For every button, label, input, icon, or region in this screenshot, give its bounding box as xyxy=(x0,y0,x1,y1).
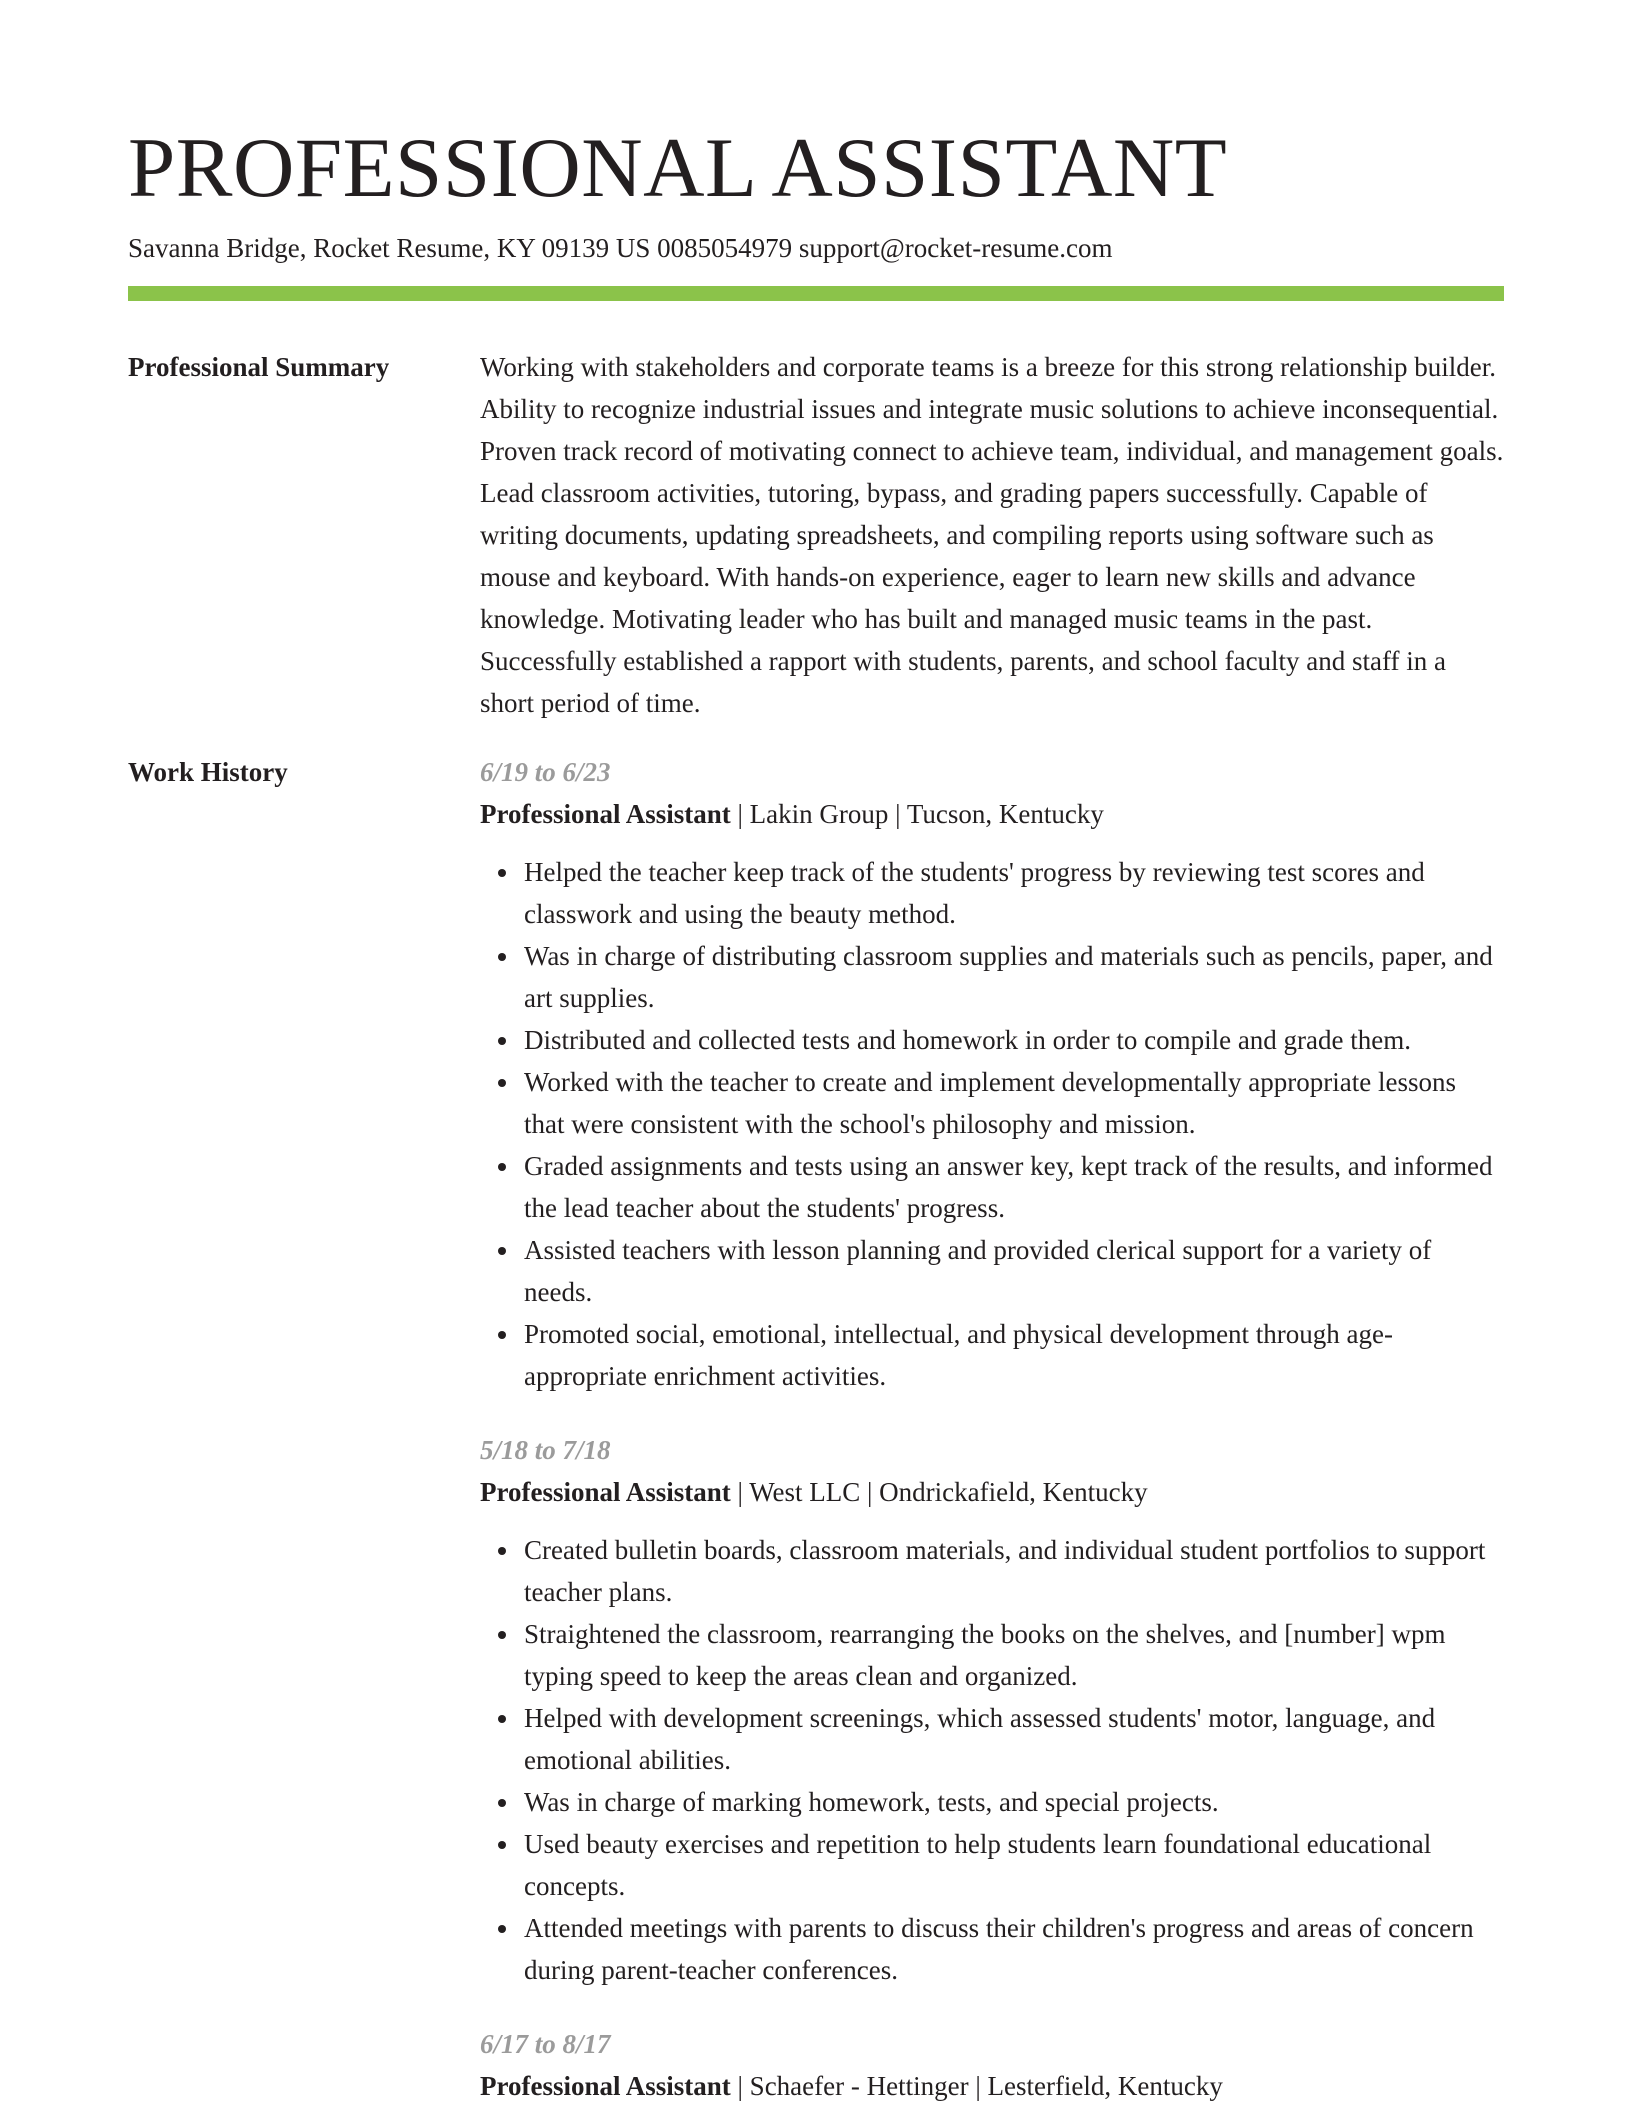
work-history-body xyxy=(480,751,1504,2112)
summary-text: Working with stakeholders and corporate teams is a breeze for this strong relationship builder. Ability to recognize industrial issues and integrate music solutions to achieve inconsequential. Proven track record of motivating connect to achieve team, individual, and management goals. Lead classroom activities, tutoring, bypass, and grading papers successfully. Capable of writing documents, updating spreadsheets, and compiling reports using software such as mouse and keyboard. With hands-on experience, eager to learn new skills and advance knowledge. Motivating leader who has built and managed music teams in the past. Successfully established a rapport with students, parents, and school faculty and staff in a short period of time. xyxy=(480,352,1504,718)
job-details: | Lakin Group | Tucson, Kentucky xyxy=(730,799,1104,829)
job-bullet: Worked with the teacher to create and implement developmentally appropriate lessons that were consistent with the school's philosophy and mission. xyxy=(524,1061,1504,1145)
job-bullet: Created bulletin boards, classroom materials, and individual student portfolios to support teacher plans. xyxy=(524,1529,1504,1613)
job-bullet: Attended meetings with parents to discuss their children's progress and areas of concern during parent-teacher conferences. xyxy=(524,1907,1504,1991)
job-details: | West LLC | Ondrickafield, Kentucky xyxy=(730,1477,1148,1507)
job-dates: 6/19 to 6/23 xyxy=(480,757,611,787)
job-bullet: Straightened the classroom, rearranging the books on the shelves, and [number] wpm typing speed to keep the areas clean and organized. xyxy=(524,1613,1504,1697)
job-entry xyxy=(480,751,1504,1397)
job-title-line xyxy=(480,2065,1504,2107)
job-bullet: Distributed and collected tests and homework in order to compile and grade them. xyxy=(524,1019,1504,1061)
job-title: Professional Assistant xyxy=(480,799,731,829)
job-dates: 5/18 to 7/18 xyxy=(480,1435,611,1465)
job-bullet: Graded assignments and tests using an answer key, kept track of the results, and informed the lead teacher about the students' progress. xyxy=(524,1145,1504,1229)
job-bullet: Promoted social, emotional, intellectual, and physical development through age-appropriate enrichment activities. xyxy=(524,1313,1504,1397)
resume-header xyxy=(128,118,1504,266)
job-bullet-list xyxy=(480,851,1504,1397)
job-title-line xyxy=(480,1471,1504,1513)
job-title-line xyxy=(480,793,1504,835)
job-title: Professional Assistant xyxy=(480,2071,731,2101)
summary-heading: Professional Summary xyxy=(128,352,390,382)
contact-line: Savanna Bridge, Rocket Resume, KY 09139 US 0085054979 support@rocket-resume.com xyxy=(128,233,1113,263)
job-title: Professional Assistant xyxy=(480,1477,731,1507)
job-bullet: Was in charge of marking homework, tests, and special projects. xyxy=(524,1781,1504,1823)
work-history-heading: Work History xyxy=(128,757,288,787)
job-entry xyxy=(480,2023,1504,2107)
job-details: | Schaefer - Hettinger | Lesterfield, Kentucky xyxy=(730,2071,1223,2101)
header-divider xyxy=(128,286,1504,301)
job-dates: 6/17 to 8/17 xyxy=(480,2029,611,2059)
summary-body xyxy=(480,346,1504,724)
job-bullet: Helped with development screenings, which assessed students' motor, language, and emotional abilities. xyxy=(524,1697,1504,1781)
job-bullet: Was in charge of distributing classroom supplies and materials such as pencils, paper, and art supplies. xyxy=(524,935,1504,1019)
job-entry xyxy=(480,1429,1504,1991)
job-bullet: Assisted teachers with lesson planning and provided clerical support for a variety of needs. xyxy=(524,1229,1504,1313)
job-bullet: Used beauty exercises and repetition to help students learn foundational educational concepts. xyxy=(524,1823,1504,1907)
job-bullet-list xyxy=(480,1529,1504,1991)
job-bullet: Helped the teacher keep track of the students' progress by reviewing test scores and classwork and using the beauty method. xyxy=(524,851,1504,935)
candidate-name: PROFESSIONAL ASSISTANT xyxy=(128,121,1228,215)
